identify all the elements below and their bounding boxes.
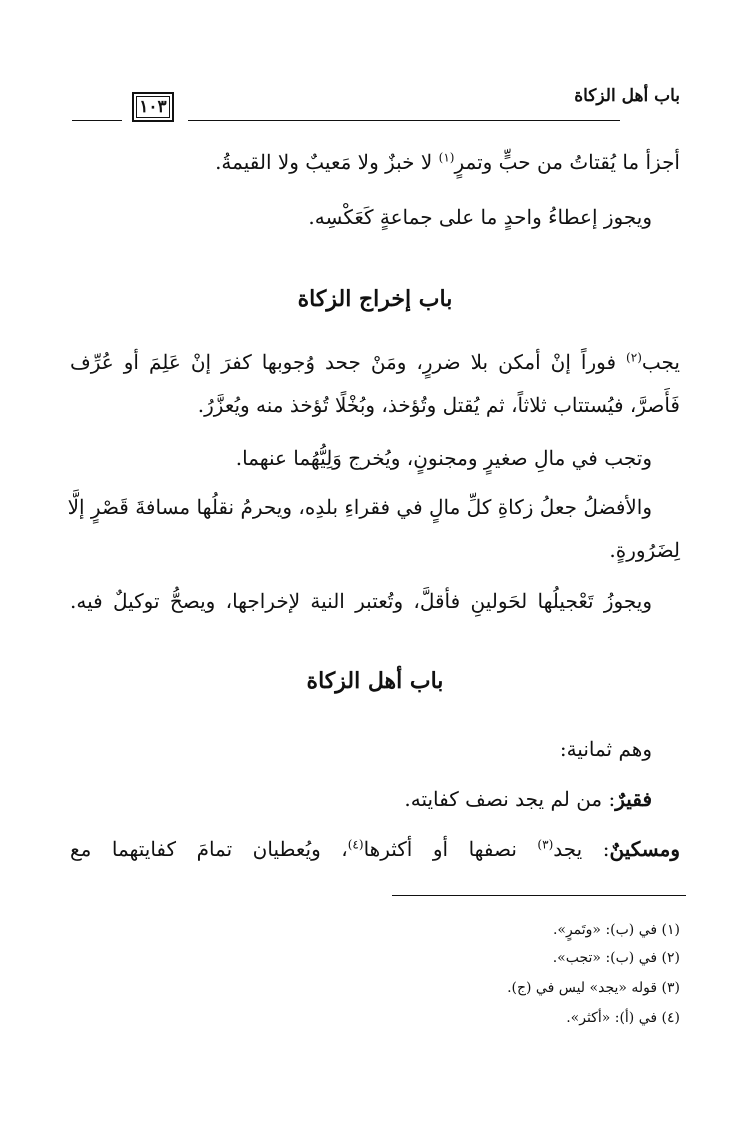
footnote-3: (٣) قوله «يجد» ليس في (ج). xyxy=(507,980,680,996)
p9-text-b: نصفها أو أكثرها xyxy=(363,837,538,861)
paragraph-5-line-1: والأفضلُ جعلُ زكاةِ كلِّ مالٍ في فقراءِ بلدِه، ويحرمُ نقلُها مسافةَ قَصْرٍ إلَّا xyxy=(67,495,652,519)
paragraph-5-line-2: لِضَرُورةٍ. xyxy=(609,538,680,562)
paragraph-3-line-1 xyxy=(70,350,680,374)
footnote-1: (١) في (ب): «وتَمرٍ». xyxy=(552,922,680,938)
p3-text-rest: فوراً إنْ أمكن بلا ضررٍ، ومَنْ جحد وُجوبها كفرَ إنْ عَلِمَ أو عُرِّف xyxy=(70,350,627,374)
footnote-ref-4: (٤) xyxy=(347,837,364,852)
page-number: ١٠٣ xyxy=(132,92,174,122)
p9-text-a: : يجد xyxy=(553,837,610,861)
p3-start: يجب xyxy=(641,350,680,374)
p1-text: أجزأ ما يُقتاتُ من حبٍّ وتمرٍ xyxy=(454,150,680,174)
footnote-4: (٤) في (أ): «أكثر». xyxy=(566,1010,680,1026)
paragraph-8 xyxy=(404,787,652,811)
p8-text: : من لم يجد نصف كفايته. xyxy=(404,787,616,811)
footnote-ref-1: (١) xyxy=(438,150,455,165)
p1-text-rest: لا خبزٌ ولا مَعيبٌ ولا القيمةُ. xyxy=(215,150,439,174)
paragraph-6: ويجوزُ تَعْجيلُها لحَولينِ فأقلَّ، وتُعتبر النية لإخراجها، ويصحُّ توكيلٌ فيه. xyxy=(70,589,652,613)
running-title: باب أهل الزكاة xyxy=(574,86,680,106)
p9-text-c: ، ويُعطيان تمامَ كفايتهما مع xyxy=(70,837,348,861)
footnote-separator xyxy=(392,895,686,896)
paragraph-7: وهم ثمانية: xyxy=(559,737,652,761)
term-faqir: فقيرٌ xyxy=(615,787,652,811)
paragraph-3-line-2: فَأَصرَّ، فيُستتاب ثلاثاً، ثم يُقتل وتُؤخذ، وبُخْلًا تُؤخذ منه ويُعزَّرُ. xyxy=(197,393,680,417)
paragraph-9 xyxy=(70,837,680,861)
term-miskin: ومسكينٌ xyxy=(609,837,680,861)
section-heading-zakat-payment: باب إخراج الزكاة xyxy=(297,286,453,312)
footnote-ref-3: (٣) xyxy=(537,837,554,852)
section-heading-zakat-recipients: باب أهل الزكاة xyxy=(306,668,444,694)
footnote-ref-2: (٢) xyxy=(626,350,642,365)
paragraph-2: ويجوز إعطاءُ واحدٍ ما على جماعةٍ كَعَكْسِه. xyxy=(308,205,652,229)
paragraph-4: وتجب في مالِ صغيرٍ ومجنونٍ، ويُخرج وَلِيُّهُما عنهما. xyxy=(235,446,652,470)
paragraph-1-line-1 xyxy=(215,150,680,174)
footnote-2: (٢) في (ب): «تجب». xyxy=(552,950,680,966)
